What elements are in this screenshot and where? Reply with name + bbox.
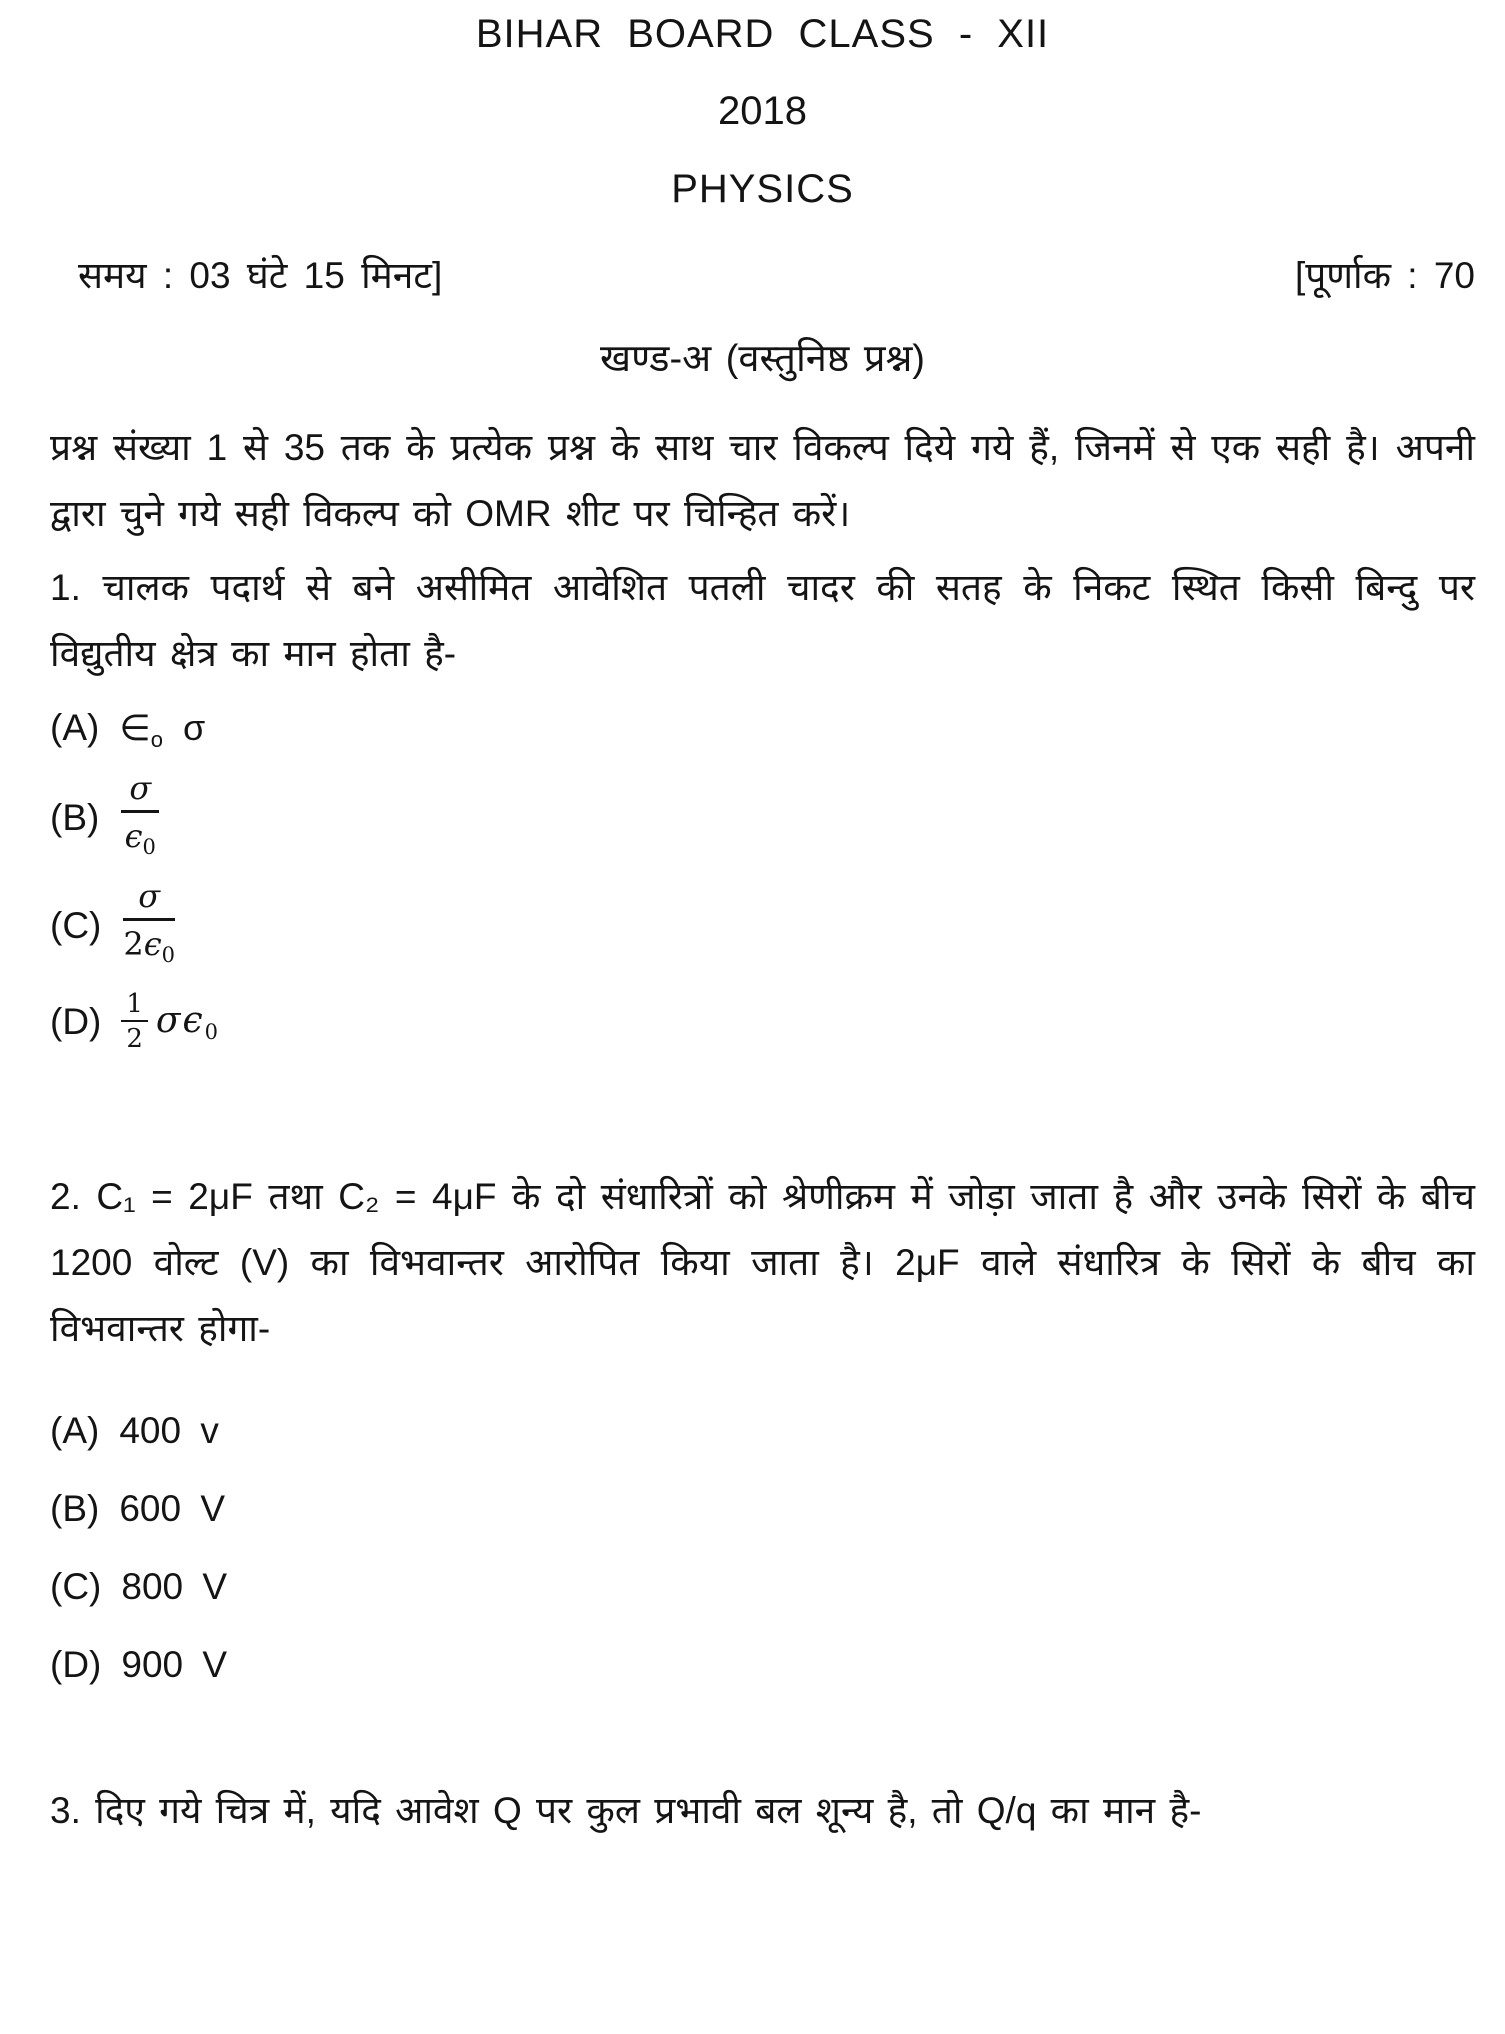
coefficient: 2 <box>123 925 144 963</box>
fraction-denominator: 2 <box>126 1024 143 1054</box>
epsilon-symbol: ϵ <box>182 999 205 1041</box>
epsilon-subscript: 0 <box>161 943 176 967</box>
option-a-label: (A) <box>50 707 100 748</box>
question-3-text: 3. दिए गये चित्र में, यदि आवेश Q पर कुल प्रभावी बल शून्य है, तो Q/q का मान है- <box>50 1790 1202 1831</box>
fraction-numerator: 1 <box>126 989 143 1019</box>
option-d-expression <box>156 1000 220 1044</box>
option-d-label: (D) <box>50 1000 102 1042</box>
question-2-option-a <box>50 1410 1475 1452</box>
option-a-expression <box>119 707 206 752</box>
epsilon-subscript: 0 <box>142 835 156 859</box>
option-b-label: (B) <box>50 1488 100 1529</box>
question-1-option-c <box>50 879 1475 973</box>
question-2-option-b <box>50 1488 1475 1530</box>
sigma-symbol: σ <box>155 999 183 1041</box>
question-1-option-d <box>50 991 1475 1052</box>
epsilon-symbol: ϵ <box>143 925 162 963</box>
option-d-label: (D) <box>50 1644 102 1685</box>
section-instructions: प्रश्न संख्या 1 से 35 तक के प्रत्येक प्रश्न के साथ चार विकल्प दिये गये हैं, जिनमें से एक सही है। अपनी द्वारा चुने गये सही विकल्प को OMR शीट पर चिन्हित करें। <box>50 427 1475 534</box>
epsilon-subscript: o <box>150 727 163 752</box>
question-2-option-c <box>50 1566 1475 1608</box>
option-c-fraction <box>123 879 175 973</box>
question-1-option-a <box>50 707 1475 752</box>
option-a-value: 400 v <box>119 1410 219 1451</box>
question-1-text: 1. चालक पदार्थ से बने असीमित आवेशित पतली चादर की सतह के निकट स्थित किसी बिन्दु पर विद्युतीय क्षेत्र का मान होता है- <box>50 567 1475 674</box>
time-allowed: समय : 03 घंटे 15 मिनट] <box>78 255 443 296</box>
option-b-label: (B) <box>50 797 100 838</box>
question-2-option-d <box>50 1644 1475 1686</box>
epsilon-symbol: ϵ <box>124 817 143 855</box>
fraction-numerator: σ <box>138 877 161 915</box>
option-d-value: 900 V <box>121 1644 228 1685</box>
subject-title: PHYSICS <box>671 167 854 211</box>
epsilon-symbol: ∈ <box>119 707 151 748</box>
question-2-text: 2. C₁ = 2μF तथा C₂ = 4μF के दो संधारित्रों को श्रेणीक्रम में जोड़ा जाता है और उनके सिरों के बीच 1200 वोल्ट (V) का विभवान्तर आरोपित किया जाता है। 2μF वाले संधारित्र के सिरों के बीच का विभवान्तर होगा- <box>50 1176 1475 1349</box>
fraction-numerator: σ <box>129 769 152 807</box>
option-c-label: (C) <box>50 1566 102 1607</box>
option-c-value: 800 V <box>121 1566 228 1607</box>
question-1-option-b <box>50 771 1475 865</box>
fraction-denominator <box>125 813 156 865</box>
section-heading: खण्ड-अ (वस्तुनिष्ठ प्रश्न) <box>600 338 925 380</box>
option-b-fraction <box>121 771 159 865</box>
option-d-half-fraction <box>121 991 148 1052</box>
sigma-symbol: σ <box>182 707 206 748</box>
epsilon-subscript: 0 <box>204 1019 221 1044</box>
option-a-label: (A) <box>50 1410 100 1451</box>
exam-year: 2018 <box>718 89 807 133</box>
paper-header <box>50 10 1475 302</box>
max-marks: [पूर्णाक : 70 <box>1294 255 1475 296</box>
fraction-denominator <box>123 921 175 973</box>
option-b-value: 600 V <box>119 1488 226 1529</box>
option-c-label: (C) <box>50 905 102 946</box>
board-title: BIHAR BOARD CLASS - XII <box>475 12 1050 56</box>
time-marks-row <box>50 250 1475 302</box>
